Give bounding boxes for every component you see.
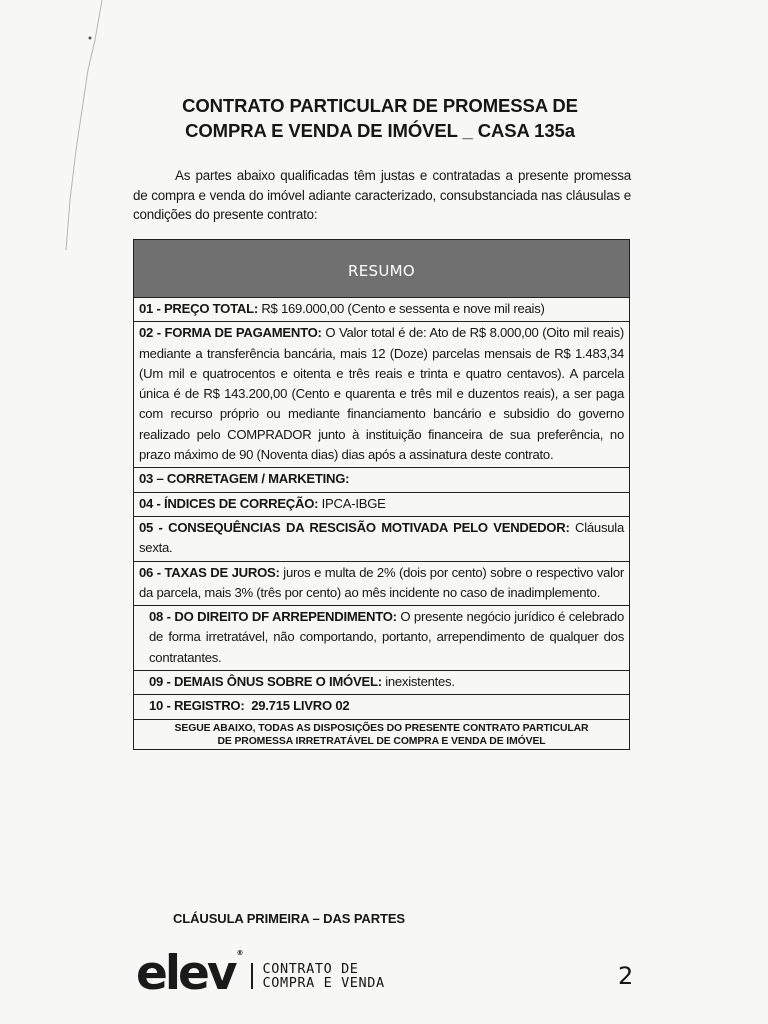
row-label: 04 - ÍNDICES DE CORREÇÃO: — [139, 495, 319, 511]
row-label: 02 - FORMA DE PAGAMENTO: — [139, 325, 322, 341]
footer-note-line-2: DE PROMESSA IRRETRATÁVEL DE COMPRA E VENDA DE IMÓVEL — [217, 735, 546, 747]
row-text: O Valor total é de: Ato de R$ 8.000,00 (Oito mil reais) mediante a transferência bancária, mais 12 (Doze) parcelas mensais de R$ 1.483,34 (Um mil e quatrocentos e oitenta e três reais e trinta e quatro centavos). A parcela única é de R$ 143.200,00 (Cento e quarenta e três mil e duzentos reais), a ser paga com recurso próprio ou mediante financiamento bancário e subsidio do governo realizado pelo COMPRADOR junto à instituição financeira de sua preferência, no prazo máximo de 90 (Noventa dias) dias após a assinatura deste contrato. — [139, 325, 624, 463]
brand-line-1: CONTRATO DE — [262, 961, 359, 977]
summary-row-brokerage — [134, 468, 629, 492]
title-line-2: COMPRA E VENDA DE IMÓVEL _ CASA 135a — [185, 120, 575, 141]
clause-heading: CLÁUSULA PRIMEIRA – DAS PARTES — [173, 911, 405, 926]
summary-row-interest — [134, 562, 629, 607]
summary-footer-note — [134, 720, 629, 749]
row-label: 06 - TAXAS DE JUROS: — [139, 564, 280, 580]
row-label: 08 - DO DIREITO DF ARREPENDIMENTO: — [149, 609, 397, 625]
summary-row-encumbrances — [134, 671, 629, 695]
brand-footer — [136, 945, 385, 1001]
summary-row-payment — [134, 322, 629, 468]
summary-row-registry — [134, 695, 629, 719]
row-label: 01 - PREÇO TOTAL: — [139, 301, 258, 316]
row-text: juros e multa de 2% (dois por cento) sobre o respectivo valor da parcela, mais 3% (três por cento) ao mês incidente no caso de inadimplemento. — [139, 564, 624, 600]
row-text: IPCA-IBGE — [318, 495, 386, 511]
logo-text: elev — [136, 945, 235, 1001]
summary-row-repentance — [134, 606, 629, 671]
row-text: inexistentes. — [381, 674, 455, 690]
summary-header: RESUMO — [134, 240, 629, 298]
title-line-1: CONTRATO PARTICULAR DE PROMESSA DE — [182, 95, 578, 116]
row-label: 10 - REGISTRO: — [149, 698, 245, 714]
brand-line-2: COMPRA E VENDA — [262, 975, 385, 991]
row-label: 05 - CONSEQUÊNCIAS DA RESCISÃO MOTIVADA PELO VENDEDOR: — [139, 519, 570, 535]
scan-artifact-line — [40, 0, 110, 260]
row-text: R$ 169.000,00 (Cento e sessenta e nove mil reais) — [257, 301, 545, 316]
page-number: 2 — [618, 962, 634, 990]
brand-tagline — [263, 962, 385, 990]
brand-divider — [251, 963, 253, 989]
summary-table — [133, 239, 630, 750]
intro-paragraph: As partes abaixo qualificadas têm justas e contratadas a presente promessa de compra e venda do imóvel adiante caracterizado, consubstanciada nas cláusulas e condições do presente contrato: — [133, 168, 631, 222]
document-title — [120, 93, 640, 143]
summary-row-price — [134, 298, 629, 322]
row-label: 09 - DEMAIS ÔNUS SOBRE O IMÓVEL: — [149, 674, 382, 690]
elev-logo — [136, 945, 241, 1001]
registered-mark: ® — [236, 948, 241, 957]
row-text: 29.715 LIVRO 02 — [244, 698, 350, 714]
row-text: Cláusula sexta. — [139, 519, 624, 556]
summary-row-rescission — [134, 517, 629, 562]
row-text: O presente negócio jurídico é celebrado de forma irretratável, não comportando, portanto, arrependimento de qualquer dos contratantes. — [149, 609, 624, 665]
row-label: 03 – CORRETAGEM / MARKETING: — [139, 471, 350, 487]
summary-row-correction-index — [134, 493, 629, 517]
footer-note-line-1: SEGUE ABAIXO, TODAS AS DISPOSIÇÕES DO PRESENTE CONTRATO PARTICULAR — [174, 722, 589, 734]
